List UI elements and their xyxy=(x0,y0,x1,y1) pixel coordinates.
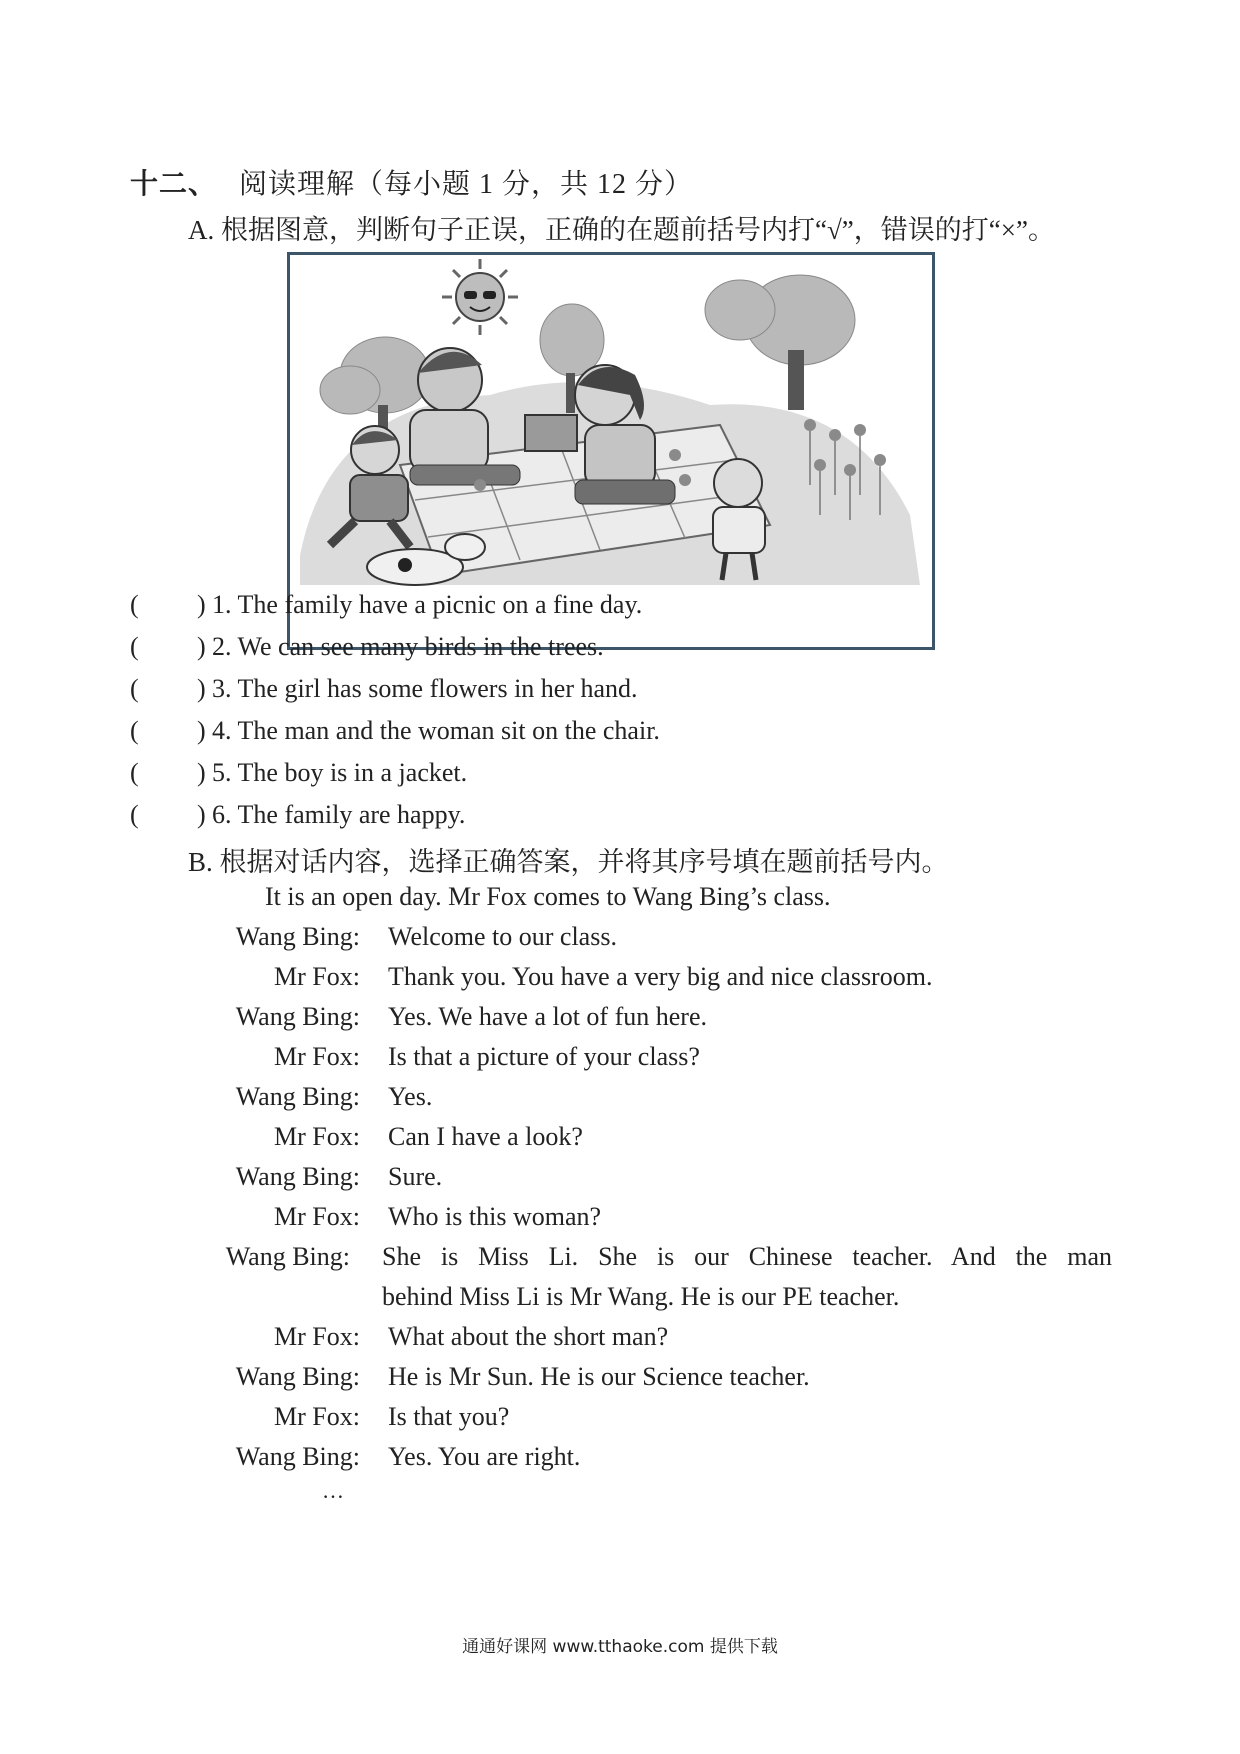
dialogue-line xyxy=(0,1122,1240,1152)
dialogue-intro: It is an open day. Mr Fox comes to Wang Bing’s class. xyxy=(265,882,831,911)
section-number: 十二、 xyxy=(130,169,218,200)
speaker-name: Mr Fox: xyxy=(274,1402,360,1431)
question-text: 5. The boy is in a jacket. xyxy=(212,758,468,787)
speech-text: What about the short man? xyxy=(388,1322,669,1351)
speaker-name: Wang Bing: xyxy=(235,922,360,951)
section-heading xyxy=(130,162,693,202)
speech-text-continued: behind Miss Li is Mr Wang. He is our PE teacher. xyxy=(382,1282,900,1311)
answer-bracket-close: ) xyxy=(197,674,206,703)
question-text: 1. The family have a picnic on a fine day. xyxy=(212,590,643,619)
speech-text: Sure. xyxy=(388,1162,443,1191)
dialogue-line xyxy=(0,1162,1240,1192)
dialogue-ellipsis: … xyxy=(322,1478,344,1503)
question-row xyxy=(0,632,1240,662)
speech-text: Is that a picture of your class? xyxy=(388,1042,700,1071)
dialogue-line xyxy=(0,1042,1240,1072)
answer-bracket-close: ) xyxy=(197,590,206,619)
speech-text: Is that you? xyxy=(388,1402,510,1431)
answer-bracket-close: ) xyxy=(197,632,206,661)
answer-bracket-close: ) xyxy=(197,716,206,745)
speaker-name: Wang Bing: xyxy=(235,1082,360,1111)
dialogue-line xyxy=(0,1082,1240,1112)
answer-bracket-open[interactable]: ( xyxy=(130,632,139,661)
speech-text: He is Mr Sun. He is our Science teacher. xyxy=(388,1362,810,1391)
speaker-name: Mr Fox: xyxy=(274,1042,360,1071)
speech-text: Welcome to our class. xyxy=(388,922,617,951)
speaker-name: Mr Fox: xyxy=(274,1122,360,1151)
question-text: 3. The girl has some flowers in her hand. xyxy=(212,674,638,703)
speaker-name: Wang Bing: xyxy=(235,1442,360,1471)
dialogue-line xyxy=(0,1002,1240,1032)
dialogue-line xyxy=(0,922,1240,952)
speech-text: She is Miss Li. She is our Chinese teacher. And the man xyxy=(382,1242,1112,1271)
speaker-name: Wang Bing: xyxy=(235,1002,360,1031)
speech-text: Yes. We have a lot of fun here. xyxy=(388,1002,707,1031)
question-row xyxy=(0,674,1240,704)
speech-text: Thank you. You have a very big and nice classroom. xyxy=(388,962,933,991)
speech-text: Yes. You are right. xyxy=(388,1442,581,1471)
speaker-name: Mr Fox: xyxy=(274,1202,360,1231)
speech-text: Yes. xyxy=(388,1082,433,1111)
speaker-name: Wang Bing: xyxy=(225,1242,350,1271)
dialogue-line xyxy=(0,1242,1240,1312)
question-row xyxy=(0,758,1240,788)
speech-text: Who is this woman? xyxy=(388,1202,602,1231)
dialogue-line xyxy=(0,1402,1240,1432)
speaker-name: Wang Bing: xyxy=(235,1362,360,1391)
answer-bracket-open[interactable]: ( xyxy=(130,716,139,745)
answer-bracket-close: ) xyxy=(197,758,206,787)
question-text: 6. The family are happy. xyxy=(212,800,466,829)
answer-bracket-open[interactable]: ( xyxy=(130,590,139,619)
question-row xyxy=(0,800,1240,830)
question-text: 4. The man and the woman sit on the chair. xyxy=(212,716,660,745)
dialogue-line xyxy=(0,1202,1240,1232)
dialogue-line xyxy=(0,962,1240,992)
dialogue-line xyxy=(0,1362,1240,1392)
speaker-name: Mr Fox: xyxy=(274,1322,360,1351)
answer-bracket-open[interactable]: ( xyxy=(130,758,139,787)
speaker-name: Wang Bing: xyxy=(235,1162,360,1191)
answer-bracket-close: ) xyxy=(197,800,206,829)
section-title: 阅读理解（每小题 1 分，共 12 分） xyxy=(239,169,694,200)
speaker-name: Mr Fox: xyxy=(274,962,360,991)
dialogue-line xyxy=(0,1322,1240,1352)
speech-text: Can I have a look? xyxy=(388,1122,583,1151)
part-a-instruction: A. 根据图意，判断句子正误，正确的在题前括号内打“√”，错误的打“×”。 xyxy=(188,215,1055,245)
dialogue-line xyxy=(0,1442,1240,1472)
answer-bracket-open[interactable]: ( xyxy=(130,674,139,703)
question-text: 2. We can see many birds in the trees. xyxy=(212,632,604,661)
question-row xyxy=(0,716,1240,746)
answer-bracket-open[interactable]: ( xyxy=(130,800,139,829)
page-footer[interactable]: 通通好课网 www.tthaoke.com 提供下载 xyxy=(462,1637,778,1657)
question-row xyxy=(0,590,1240,620)
part-b-instruction: B. 根据对话内容，选择正确答案，并将其序号填在题前括号内。 xyxy=(188,847,949,877)
